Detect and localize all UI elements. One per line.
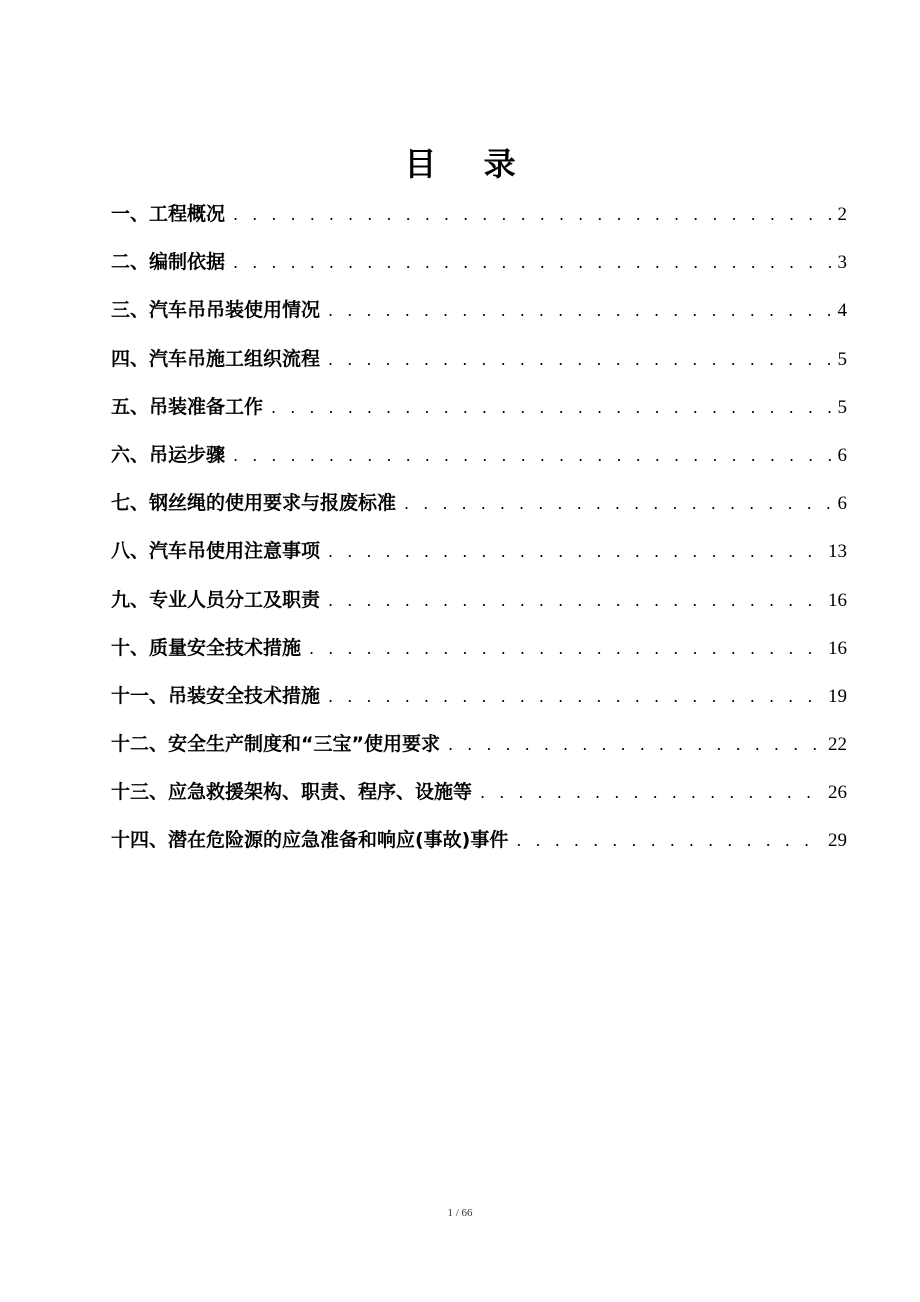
toc-leader-dots [233,196,831,234]
toc-entry-label: 六、吊运步骤 [111,443,226,466]
toc-entry-page: 22 [828,734,847,756]
toc-leader-dots [328,582,822,620]
toc-entry-page: 6 [837,444,847,466]
toc-entry[interactable] [111,677,847,725]
toc-entry-label: 十二、安全生产制度和“三宝”使用要求 [111,733,440,756]
toc-entry-label: 十、质量安全技术措施 [111,636,302,659]
toc-entry[interactable] [111,581,847,629]
toc-entry-label: 十三、应急救援架构、职责、程序、设施等 [111,781,473,804]
toc-entry-page: 6 [837,493,847,515]
toc-entry[interactable] [111,388,847,436]
toc-entry[interactable] [111,821,847,869]
toc-leader-dots [328,678,822,716]
toc-entry-label: 八、汽车吊使用注意事项 [111,540,321,563]
toc-entry[interactable] [111,436,847,484]
toc-entry-page: 16 [828,589,847,611]
toc-entry[interactable] [111,195,847,243]
toc-entry-label: 三、汽车吊吊装使用情况 [111,299,321,322]
table-of-contents [111,195,847,870]
toc-leader-dots [309,630,822,668]
toc-entry-label: 一、工程概况 [111,203,226,225]
toc-entry[interactable] [111,291,847,339]
toc-title: 目 录 [404,145,534,183]
toc-entry-label: 十一、吊装安全技术措施 [111,684,321,707]
toc-leader-dots [328,341,831,379]
toc-entry-label: 九、专业人员分工及职责 [111,588,321,611]
toc-entry-page: 13 [828,541,847,563]
page-number-footer: 1 / 66 [447,1207,473,1219]
toc-entry-page: 16 [828,637,847,659]
toc-entry-label: 十四、潜在危险源的应急准备和响应(事故)事件 [111,829,509,852]
toc-entry-page: 29 [828,830,847,852]
toc-leader-dots [328,533,822,571]
toc-entry-page: 4 [837,300,847,322]
toc-entry-page: 5 [837,348,847,370]
toc-entry[interactable] [111,725,847,773]
toc-leader-dots [233,244,831,282]
toc-entry-page: 26 [828,782,847,804]
toc-entry-label: 二、编制依据 [111,251,226,274]
toc-entry[interactable] [111,629,847,677]
toc-leader-dots [480,774,822,812]
toc-entry-label: 四、汽车吊施工组织流程 [111,347,321,370]
toc-entry[interactable] [111,484,847,532]
toc-entry-label: 五、吊装准备工作 [111,395,264,418]
toc-entry-page: 5 [837,396,847,418]
toc-entry[interactable] [111,773,847,821]
toc-entry-page: 3 [837,252,847,274]
toc-leader-dots [404,485,831,523]
toc-leader-dots [233,437,831,475]
toc-entry-label: 七、钢丝绳的使用要求与报废标准 [111,492,397,515]
toc-leader-dots [448,726,822,764]
toc-entry[interactable] [111,340,847,388]
toc-leader-dots [328,292,831,330]
toc-entry[interactable] [111,532,847,580]
toc-entry[interactable] [111,243,847,291]
toc-entry-page: 19 [828,685,847,707]
toc-leader-dots [271,389,831,427]
toc-entry-page: 2 [837,204,847,225]
toc-leader-dots [516,822,822,860]
